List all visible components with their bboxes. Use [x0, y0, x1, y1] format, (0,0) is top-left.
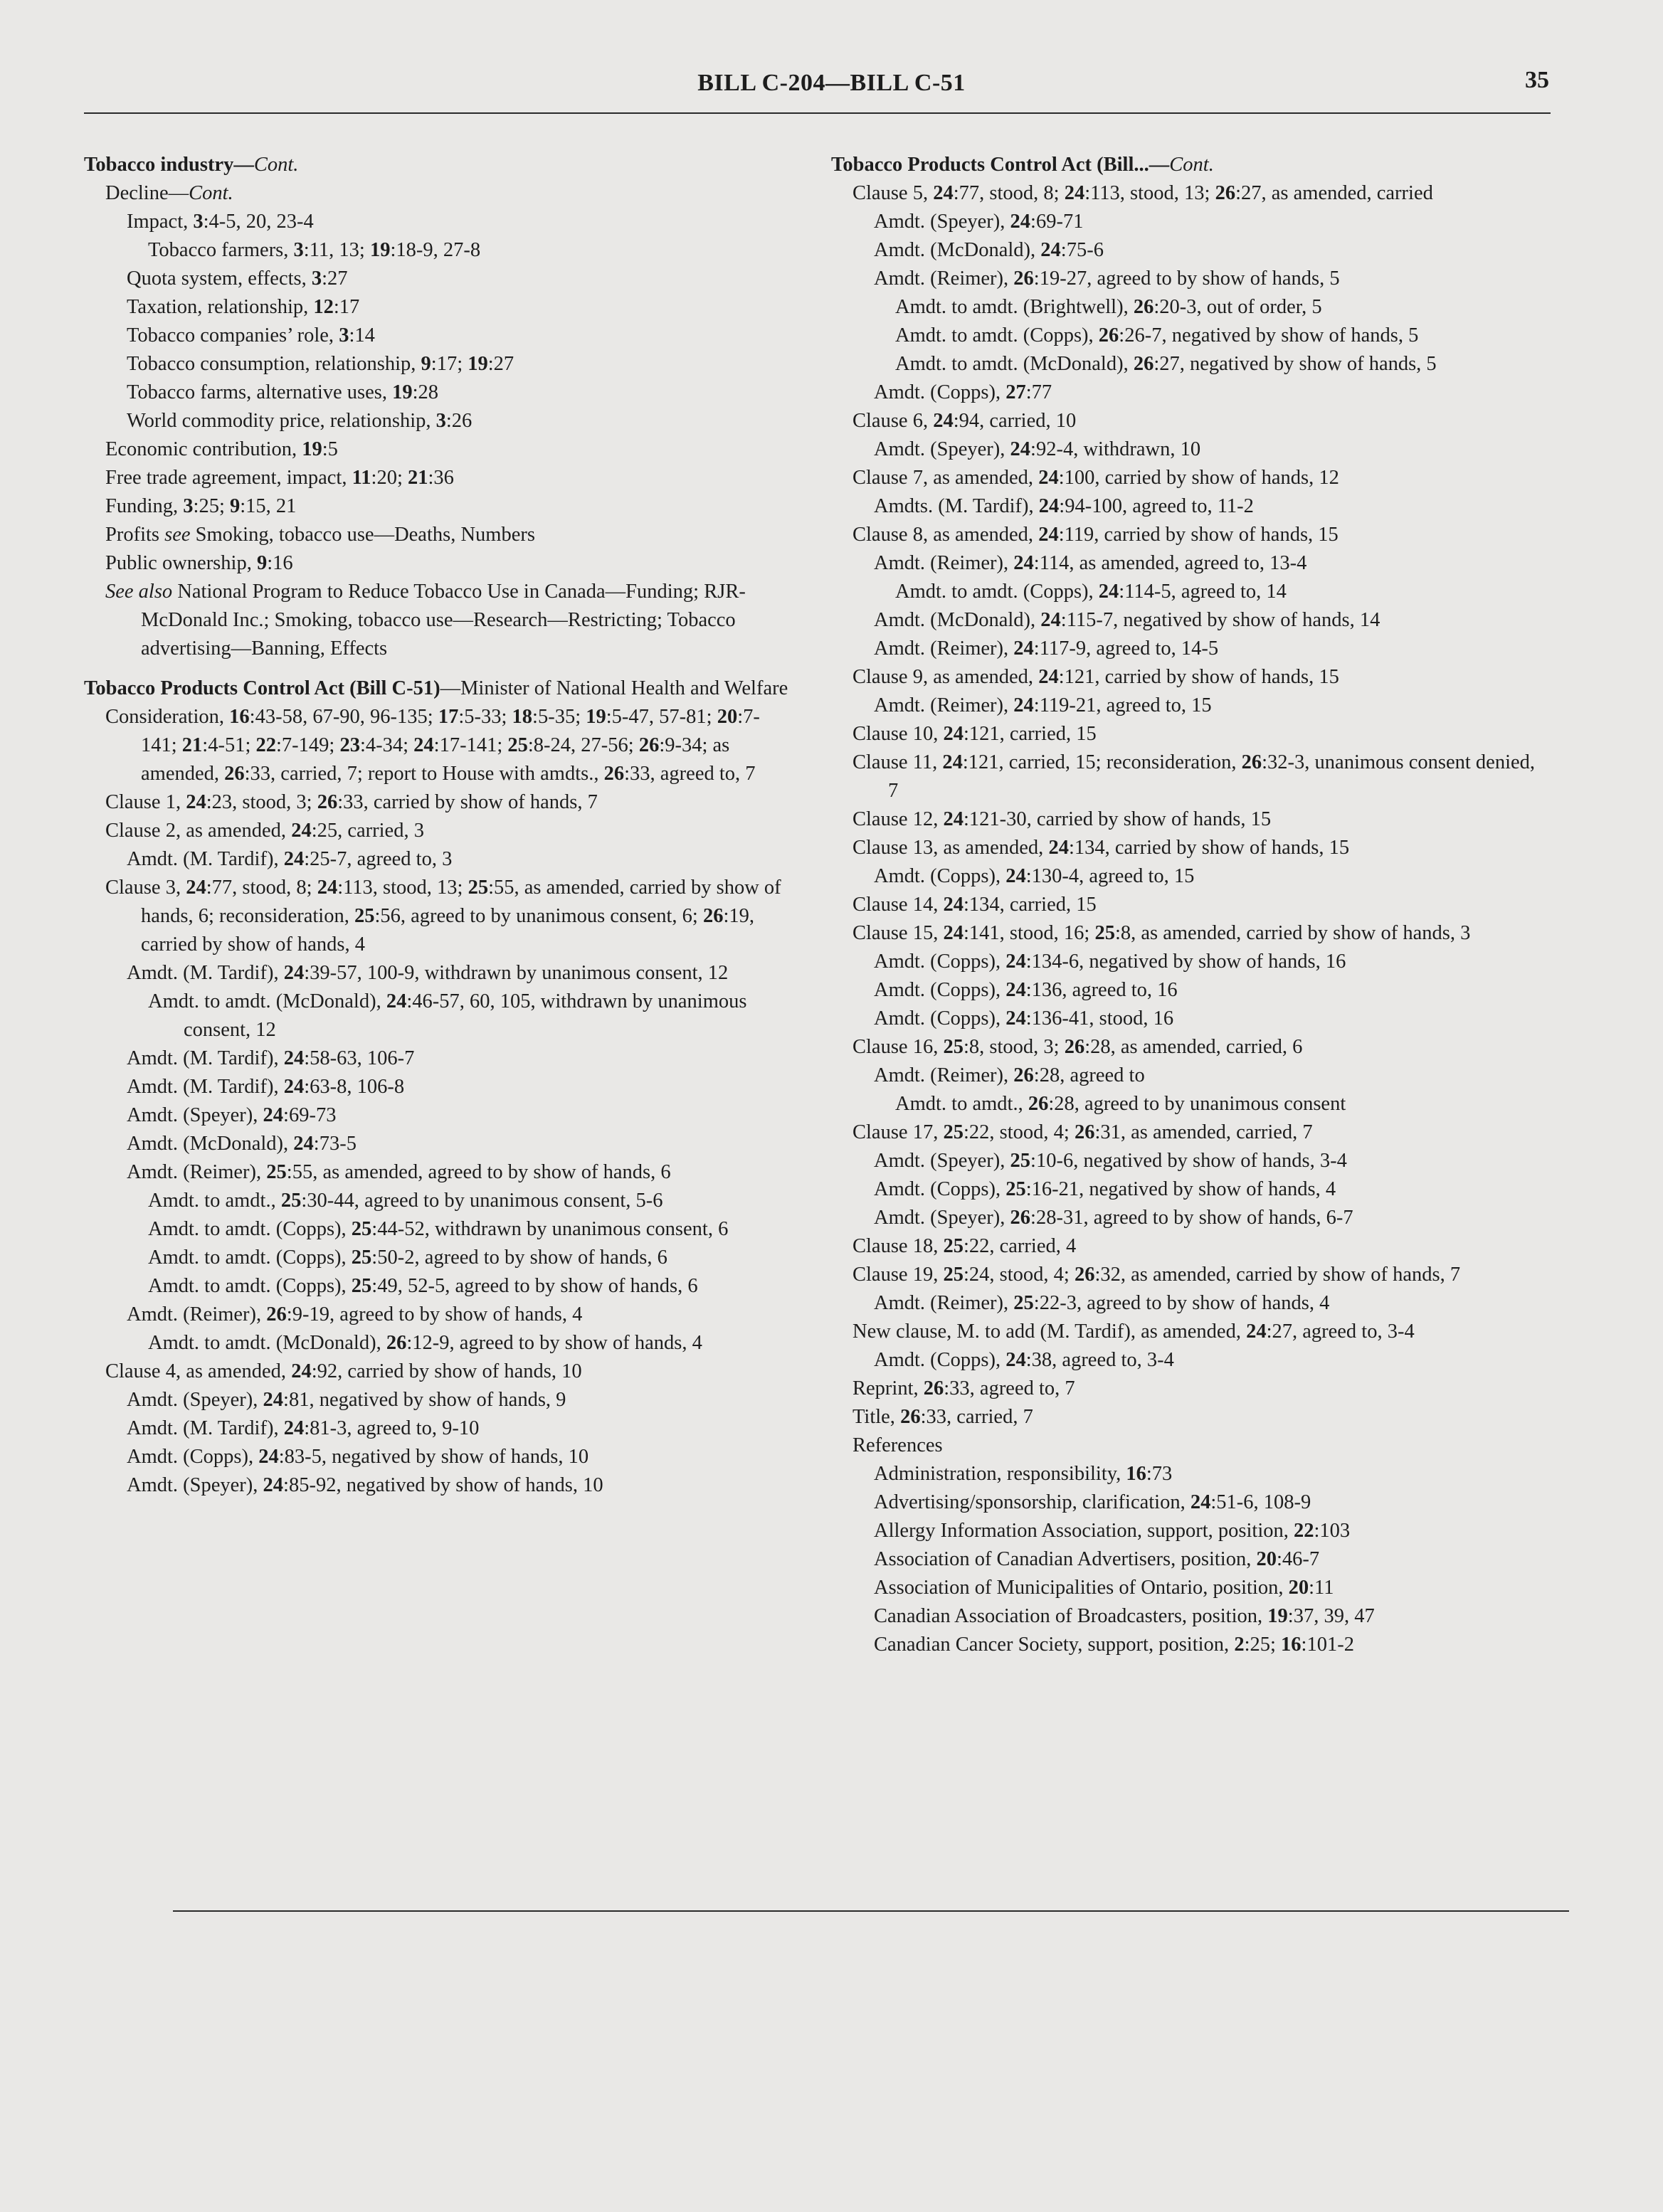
index-entry: Tobacco farms, alternative uses, 19:28 [127, 381, 439, 403]
index-entry: Clause 10, 24:121, carried, 15 [852, 723, 1097, 745]
index-entry: Funding, 3:25; 9:15, 21 [105, 495, 297, 517]
index-entry: References [852, 1434, 943, 1456]
left-column [84, 151, 796, 1500]
index-entry: Amdt. (M. Tardif), 24:25-7, agreed to, 3 [127, 848, 453, 870]
index-entry: Clause 11, 24:121, carried, 15; reconsideration, 26:32-3, unanimous consent denied, 7 [852, 751, 1536, 802]
index-heading: Tobacco industry—Cont. [84, 154, 299, 176]
index-entry: Clause 1, 24:23, stood, 3; 26:33, carried by show of hands, 7 [105, 791, 598, 813]
index-entry: Amdt. (Speyer), 24:69-71 [874, 211, 1084, 233]
index-entry: Amdt. to amdt. (Copps), 25:49, 52-5, agreed to by show of hands, 6 [148, 1275, 698, 1297]
index-entry: Tobacco companies’ role, 3:14 [127, 324, 375, 346]
index-entry: Amdt. (Copps), 25:16-21, negatived by show of hands, 4 [874, 1178, 1336, 1200]
index-entry: Clause 5, 24:77, stood, 8; 24:113, stood, 13; 26:27, as amended, carried [852, 182, 1433, 204]
index-entry: Amdt. (Reimer), 24:114, as amended, agreed to, 13-4 [874, 552, 1307, 574]
index-entry: Clause 2, as amended, 24:25, carried, 3 [105, 820, 424, 842]
index-entry: Advertising/sponsorship, clarification, 24:51-6, 108-9 [874, 1491, 1311, 1513]
index-entry: New clause, M. to add (M. Tardif), as amended, 24:27, agreed to, 3-4 [852, 1321, 1415, 1343]
index-entry: Public ownership, 9:16 [105, 552, 293, 574]
index-entry: Amdt. (M. Tardif), 24:39-57, 100-9, withdrawn by unanimous consent, 12 [127, 962, 729, 984]
index-entry: Amdt. (M. Tardif), 24:63-8, 106-8 [127, 1076, 405, 1098]
index-entry: Amdt. to amdt. (Copps), 24:114-5, agreed to, 14 [895, 581, 1287, 603]
index-entry: Amdt. to amdt. (Brightwell), 26:20-3, out of order, 5 [895, 296, 1322, 318]
index-entry: Amdt. (Reimer), 26:19-27, agreed to by show of hands, 5 [874, 268, 1340, 290]
index-entry: Allergy Information Association, support, position, 22:103 [874, 1520, 1351, 1542]
index-entry: Amdt. (Speyer), 24:92-4, withdrawn, 10 [874, 438, 1201, 460]
index-entry: Tobacco farmers, 3:11, 13; 19:18-9, 27-8 [148, 239, 481, 261]
index-entry: Amdt. (Reimer), 24:117-9, agreed to, 14-5 [874, 637, 1219, 660]
index-entry: Clause 18, 25:22, carried, 4 [852, 1235, 1077, 1257]
index-entry: Amdt. (Copps), 27:77 [874, 381, 1052, 403]
index-entry: Clause 8, as amended, 24:119, carried by show of hands, 15 [852, 524, 1339, 546]
index-entry: Consideration, 16:43-58, 67-90, 96-135; 17:5-33; 18:5-35; 19:5-47, 57-81; 20:7-141; 21:4-51; 22:7-149; 23:4-34; 24:17-141; 25:8-24, 27-56; 26:9-34; as amended, 26:33, carried, 7; report to House with amdts., 26:33, agreed to, 7 [105, 706, 760, 785]
index-entry: Profits see Smoking, tobacco use—Deaths, Numbers [105, 524, 535, 546]
index-entry: Canadian Cancer Society, support, position, 2:25; 16:101-2 [874, 1634, 1354, 1656]
index-entry: Amdt. (Speyer), 25:10-6, negatived by show of hands, 3-4 [874, 1150, 1347, 1172]
index-entry: Amdt. (Copps), 24:83-5, negatived by show of hands, 10 [127, 1446, 589, 1468]
right-column [831, 151, 1550, 1659]
index-entry: Canadian Association of Broadcasters, position, 19:37, 39, 47 [874, 1605, 1375, 1627]
index-entry: Association of Canadian Advertisers, position, 20:46-7 [874, 1548, 1320, 1570]
index-entry: Clause 13, as amended, 24:134, carried by show of hands, 15 [852, 837, 1350, 859]
index-entry: Amdt. (Copps), 24:136-41, stood, 16 [874, 1007, 1174, 1030]
index-entry: Amdt. to amdt. (McDonald), 26:12-9, agreed to by show of hands, 4 [148, 1332, 702, 1354]
index-entry: Amdt. to amdt. (McDonald), 26:27, negatived by show of hands, 5 [895, 353, 1437, 375]
index-entry: Amdt. (Reimer), 25:55, as amended, agreed to by show of hands, 6 [127, 1161, 671, 1183]
index-entry: Amdt. (Speyer), 24:81, negatived by show of hands, 9 [127, 1389, 566, 1411]
footer-rule [173, 1910, 1569, 1912]
index-entry: Amdts. (M. Tardif), 24:94-100, agreed to, 11-2 [874, 495, 1254, 517]
index-entry: Amdt. (M. Tardif), 24:58-63, 106-7 [127, 1047, 415, 1069]
index-entry: Amdt. to amdt. (Copps), 25:50-2, agreed to by show of hands, 6 [148, 1247, 667, 1269]
index-entry: Taxation, relationship, 12:17 [127, 296, 360, 318]
running-head: BILL C-204—BILL C-51 [697, 70, 966, 96]
index-entry: Clause 4, as amended, 24:92, carried by show of hands, 10 [105, 1360, 582, 1382]
index-entry: World commodity price, relationship, 3:26 [127, 410, 472, 432]
index-entry: Amdt. (Reimer), 26:9-19, agreed to by show of hands, 4 [127, 1303, 583, 1325]
index-entry: Amdt. (Copps), 24:136, agreed to, 16 [874, 979, 1178, 1001]
index-entry: Clause 15, 24:141, stood, 16; 25:8, as amended, carried by show of hands, 3 [852, 922, 1471, 944]
index-entry: Amdt. (Reimer), 26:28, agreed to [874, 1064, 1145, 1086]
index-entry: Amdt. (Speyer), 24:85-92, negatived by show of hands, 10 [127, 1474, 603, 1496]
index-entry: Amdt. (Copps), 24:134-6, negatived by show of hands, 16 [874, 951, 1346, 973]
index-heading: Tobacco Products Control Act (Bill...—Cont. [831, 154, 1214, 176]
index-entry: Association of Municipalities of Ontario, position, 20:11 [874, 1577, 1334, 1599]
index-entry: Clause 19, 25:24, stood, 4; 26:32, as amended, carried by show of hands, 7 [852, 1264, 1461, 1286]
index-entry: Clause 3, 24:77, stood, 8; 24:113, stood, 13; 25:55, as amended, carried by show of hands, 6; reconsideration, 25:56, agreed to by unanimous consent, 6; 26:19, carried by show of hands, 4 [105, 877, 781, 956]
index-entry: Tobacco consumption, relationship, 9:17; 19:27 [127, 353, 514, 375]
index-entry: Amdt. to amdt., 26:28, agreed to by unanimous consent [895, 1093, 1346, 1115]
index-entry: Amdt. to amdt. (Copps), 25:44-52, withdrawn by unanimous consent, 6 [148, 1218, 729, 1240]
index-entry: Amdt. (Speyer), 24:69-73 [127, 1104, 337, 1126]
index-entry: Clause 9, as amended, 24:121, carried by show of hands, 15 [852, 666, 1339, 688]
index-entry: Amdt. to amdt., 25:30-44, agreed to by unanimous consent, 5-6 [148, 1190, 663, 1212]
index-entry: Amdt. (M. Tardif), 24:81-3, agreed to, 9-10 [127, 1417, 480, 1439]
index-entry: Clause 7, as amended, 24:100, carried by show of hands, 12 [852, 467, 1339, 489]
index-entry: Reprint, 26:33, agreed to, 7 [852, 1377, 1075, 1399]
index-entry: Quota system, effects, 3:27 [127, 268, 348, 290]
index-entry: Clause 17, 25:22, stood, 4; 26:31, as amended, carried, 7 [852, 1121, 1313, 1143]
index-heading: Tobacco Products Control Act (Bill C-51)—Minister of National Health and Welfare [84, 677, 788, 699]
index-entry: Amdt. to amdt. (McDonald), 24:46-57, 60, 105, withdrawn by unanimous consent, 12 [148, 990, 747, 1041]
index-entry: Economic contribution, 19:5 [105, 438, 338, 460]
header-rule [84, 112, 1551, 114]
index-entry: Administration, responsibility, 16:73 [874, 1463, 1173, 1485]
index-entry: Amdt. (Speyer), 26:28-31, agreed to by show of hands, 6-7 [874, 1207, 1353, 1229]
index-entry: Amdt. (Reimer), 24:119-21, agreed to, 15 [874, 694, 1212, 716]
index-entry: Impact, 3:4-5, 20, 23-4 [127, 211, 314, 233]
index-entry: Clause 12, 24:121-30, carried by show of hands, 15 [852, 808, 1272, 830]
index-entry: Title, 26:33, carried, 7 [852, 1406, 1033, 1428]
index-entry: Amdt. to amdt. (Copps), 26:26-7, negatived by show of hands, 5 [895, 324, 1419, 346]
index-entry: Free trade agreement, impact, 11:20; 21:36 [105, 467, 454, 489]
index-entry: Clause 16, 25:8, stood, 3; 26:28, as amended, carried, 6 [852, 1036, 1303, 1058]
index-entry: See also National Program to Reduce Tobacco Use in Canada—Funding; RJR-McDonald Inc.; Smoking, tobacco use—Research—Restricting; Tobacco advertising—Banning, Effects [105, 581, 746, 660]
index-entry: Clause 14, 24:134, carried, 15 [852, 894, 1097, 916]
index-entry: Amdt. (Copps), 24:38, agreed to, 3-4 [874, 1349, 1174, 1371]
index-entry: Clause 6, 24:94, carried, 10 [852, 410, 1077, 432]
index-entry: Decline—Cont. [105, 182, 233, 204]
index-entry: Amdt. (McDonald), 24:115-7, negatived by show of hands, 14 [874, 609, 1380, 631]
index-entry: Amdt. (Copps), 24:130-4, agreed to, 15 [874, 865, 1195, 887]
index-entry: Amdt. (Reimer), 25:22-3, agreed to by show of hands, 4 [874, 1292, 1330, 1314]
index-entry: Amdt. (McDonald), 24:73-5 [127, 1133, 357, 1155]
page-number: 35 [1525, 67, 1549, 93]
index-entry: Amdt. (McDonald), 24:75-6 [874, 239, 1104, 261]
